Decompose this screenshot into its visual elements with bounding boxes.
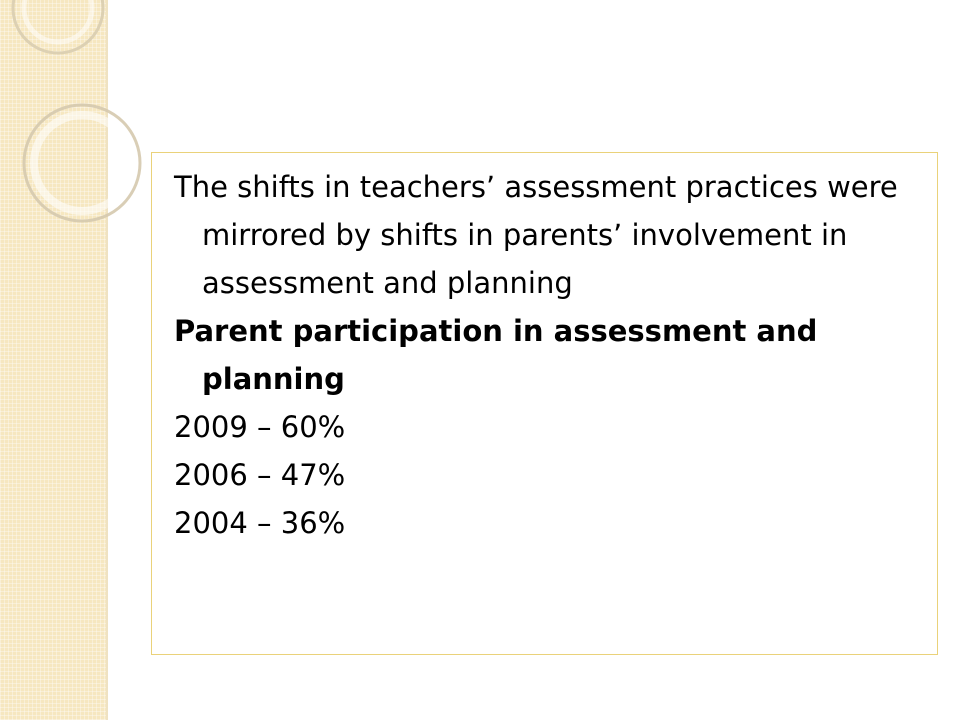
decorative-ring-bottom-inner [34, 115, 130, 211]
stat-2004: 2004 – 36% [174, 506, 346, 540]
decorative-rings [0, 0, 160, 260]
slide-text-block [174, 163, 929, 547]
stat-2006: 2006 – 47% [174, 458, 346, 492]
decorative-ring-top-inner [24, 0, 92, 42]
slide-heading: Parent participation in assessment and planning [174, 314, 818, 396]
intro-paragraph: The shifts in teachers’ assessment practices were mirrored by shifts in parents’ involvement in assessment and planning [174, 170, 898, 300]
stat-2009: 2009 – 60% [174, 410, 346, 444]
decorative-ring-bottom [24, 105, 140, 221]
slide-content-box [151, 152, 938, 655]
